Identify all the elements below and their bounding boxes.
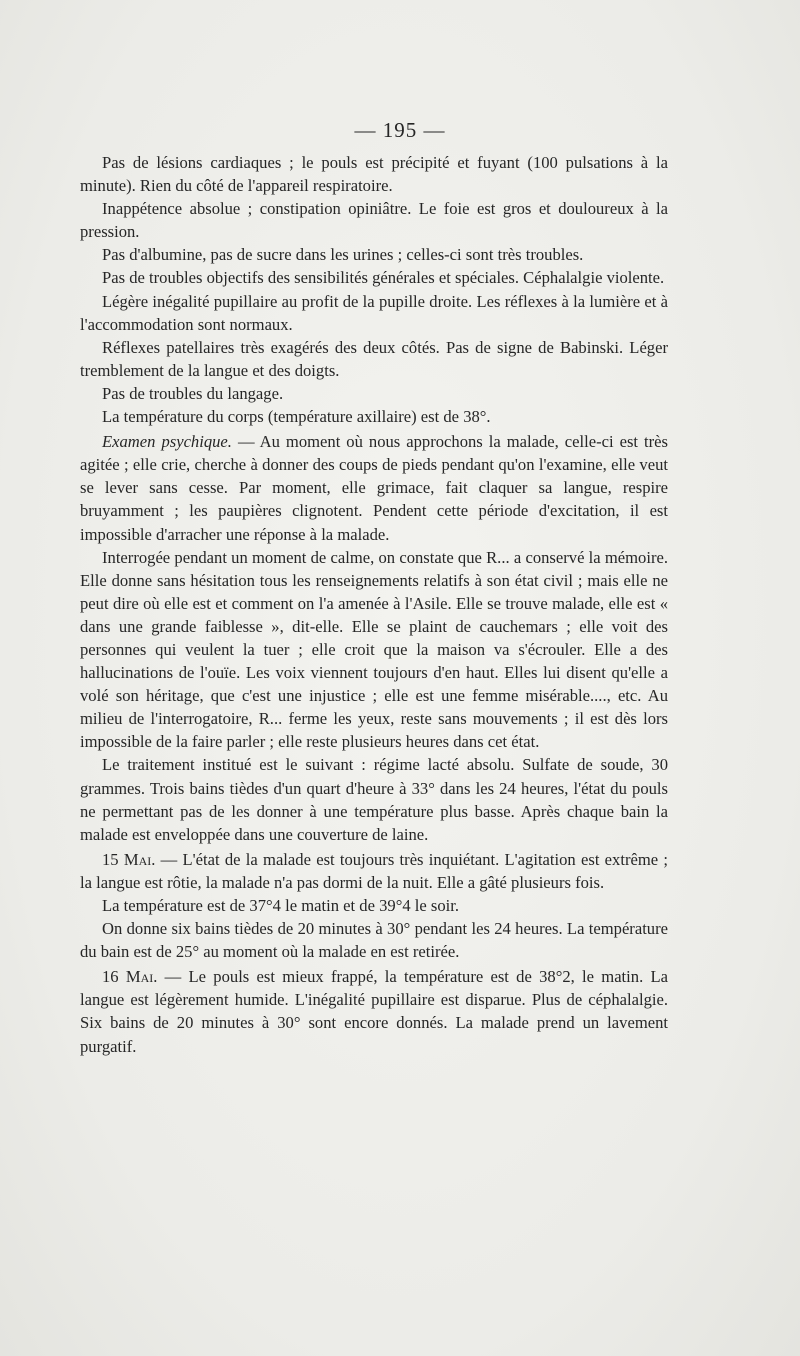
paragraph-body: — L'état de la malade est toujours très inquiétant. L'agitation est extrême ; la langue est rôtie, la malade n'a pas dormi de la nuit. Elle a gâté plusieurs fois. [80,849,668,892]
paragraph: Pas de troubles du langage. [102,383,284,403]
paragraph: Pas de troubles objectifs des sensibilités générales et spéciales. Céphalalgie violente. [102,268,665,288]
paragraph: Interrogée pendant un moment de calme, on constate que R... a conservé la mémoire. Elle donne sans hésitation tous les renseignements relatifs à son état civil ; mais elle ne peut dire où elle est et comment on l'a amenée à l'Asile. Elle se trouve malade, elle est « dans une grande faiblesse », dit-elle. Elle se plaint de cauchemars ; elle voit des personnes qui veulent la tuer ; elle croit que la maison va s'écrouler. Elle a des hallucinations de l'ouïe. Les voix viennent toujours d'en haut. Elles lui disent qu'elle a volé son héritage, que c'est une injustice ; elle est une femme misérable...., etc. Au milieu de l'interrogatoire, R... ferme les yeux, reste sans mouvements ; il est dès lors impossible de la faire parler ; elle reste plusieurs heures dans cet état. [80,547,668,752]
date-lead: 15 Mai. [102,849,156,869]
paragraph: On donne six bains tièdes de 20 minutes à 30° pendant les 24 heures. La température du bain est de 25° au moment où la malade en est retirée. [80,919,668,962]
paragraph-examen-psychique [80,430,668,545]
paragraph: Légère inégalité pupillaire au profit de la pupille droite. Les réflexes à la lumière et à l'accommodation sont normaux. [80,291,668,334]
paragraph-15-mai [80,848,668,894]
paragraph: La température est de 37°4 le matin et de 39°4 le soir. [102,896,460,915]
paragraph-body: — Le pouls est mieux frappé, la température est de 38°2, le matin. La langue est légèrement humide. L'inégalité pupillaire est disparue. Plus de céphalalgie. Six bains de 20 minutes à 30° sont encore donnés. La malade prend un lavement purgatif. [80,967,668,1056]
section-lead: Examen psychique. [102,432,232,452]
body-text [80,151,668,1058]
paragraph: Le traitement institué est le suivant : régime lacté absolu. Sulfate de soude, 30 grammes. Trois bains tièdes d'un quart d'heure à 33° dans les 24 heures, l'état du pouls ne permettant pas de les donner à une température plus basse. Après chaque bain la malade est enveloppée dans une couverture de laine. [80,755,668,844]
paragraph: Pas de lésions cardiaques ; le pouls est précipité et fuyant (100 pulsations à la minute). Rien du côté de l'appareil respiratoire. [80,153,668,196]
page-number: — 195 — [354,118,446,142]
paragraph-16-mai [80,965,668,1057]
paragraph: Inappétence absolue ; constipation opiniâtre. Le foie est gros et douloureux à la pression. [80,199,668,242]
paragraph-body: — Au moment où nous approchons la malade, celle-ci est très agitée ; elle crie, cherche à donner des coups de pieds pendant qu'on l'examine, elle veut se lever sans cesse. Par moment, elle grimace, fait claquer sa langue, respire bruyamment ; les paupières clignotent. Pendent cette période d'excitation, il est impossible d'arracher une réponse à la malade. [80,432,669,544]
date-lead: 16 Mai. [102,967,158,987]
paragraph: Pas d'albumine, pas de sucre dans les urines ; celles-ci sont très troubles. [102,245,584,265]
paragraph: Réflexes patellaires très exagérés des deux côtés. Pas de signe de Babinski. Léger tremblement de la langue et des doigts. [80,337,668,380]
paragraph: La température du corps (température axillaire) est de 38°. [102,407,491,427]
